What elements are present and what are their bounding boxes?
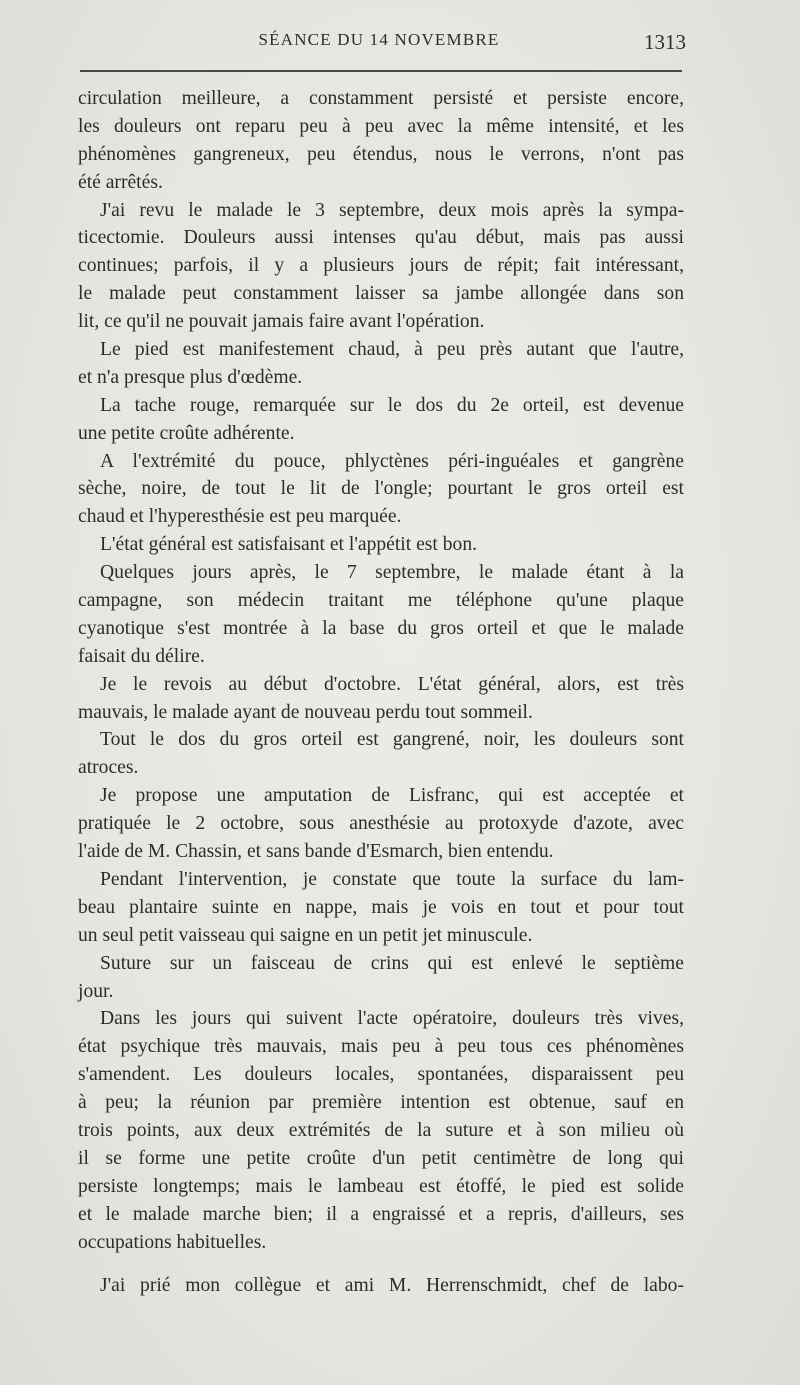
text-line: La tache rouge, remarquée sur le dos du 2e orteil, est devenue — [100, 394, 684, 416]
text-line: pratiquée le 2 octobre, sous anesthésie au protoxyde d'azote, avec — [78, 813, 684, 835]
text-line: J'ai prié mon collègue et ami M. Herrenschmidt, chef de labo- — [100, 1275, 684, 1297]
running-head: SÉANCE DU 14 NOVEMBRE — [258, 30, 500, 49]
text-line: phénomènes gangreneux, peu étendus, nous le verrons, n'ont pas — [78, 143, 684, 165]
text-line: A l'extrémité du pouce, phlyctènes péri-inguéales et gangrène — [100, 450, 684, 472]
text-line: Je propose une amputation de Lisfranc, qui est acceptée et — [100, 785, 684, 807]
header-rule — [80, 70, 682, 72]
text-line: état psychique très mauvais, mais peu à peu tous ces phénomènes — [78, 1036, 684, 1058]
text-line: Je le revois au début d'octobre. L'état général, alors, est très — [100, 673, 684, 695]
text-line: l'aide de M. Chassin, et sans bande d'Esmarch, bien entendu. — [78, 841, 554, 863]
text-line: Pendant l'intervention, je constate que toute la surface du lam- — [100, 868, 684, 890]
page-number: 1313 — [644, 30, 686, 54]
paragraph-gap — [78, 1256, 684, 1272]
text-line: et n'a presque plus d'œdème. — [78, 366, 303, 388]
text-line: Le pied est manifestement chaud, à peu près autant que l'autre, — [100, 339, 684, 361]
text-line: Suture sur un faisceau de crins qui est enlevé le septième — [100, 952, 684, 974]
text-line: atroces. — [78, 757, 139, 779]
text-line: Quelques jours après, le 7 septembre, le malade étant à la — [100, 562, 684, 584]
text-line: beau plantaire suinte en nappe, mais je vois en tout et pour tout — [78, 896, 684, 918]
text-line: jour. — [78, 980, 114, 1002]
text-line: campagne, son médecin traitant me téléphone qu'une plaque — [78, 590, 684, 612]
text-line: persiste longtemps; mais le lambeau est étoffé, le pied est solide — [78, 1175, 684, 1197]
text-line: circulation meilleure, a constamment persisté et persiste encore, — [78, 88, 684, 109]
text-line: s'amendent. Les douleurs locales, spontanées, disparaissent peu — [78, 1064, 684, 1086]
text-line: ticectomie. Douleurs aussi intenses qu'au début, mais pas aussi — [78, 227, 684, 249]
text-line: un seul petit vaisseau qui saigne en un petit jet minuscule. — [78, 924, 533, 946]
text-line: continues; parfois, il y a plusieurs jours de répit; fait intéressant, — [78, 255, 684, 277]
text-line: J'ai revu le malade le 3 septembre, deux mois après la sympa- — [100, 199, 684, 221]
text-line: chaud et l'hyperesthésie est peu marquée. — [78, 506, 402, 528]
text-line: Dans les jours qui suivent l'acte opératoire, douleurs très vives, — [100, 1008, 684, 1030]
page-header — [78, 30, 686, 60]
text-line: L'état général est satisfaisant et l'appétit est bon. — [100, 534, 478, 556]
text-line: sèche, noire, de tout le lit de l'ongle; pourtant le gros orteil est — [78, 478, 684, 500]
text-line: à peu; la réunion par première intention est obtenue, sauf en — [78, 1092, 684, 1114]
text-line: les douleurs ont reparu peu à peu avec la même intensité, et les — [78, 115, 684, 137]
text-line: trois points, aux deux extrémités de la suture et à son milieu où — [78, 1119, 684, 1141]
text-line: une petite croûte adhérente. — [78, 422, 295, 444]
text-line: le malade peut constamment laisser sa jambe allongée dans son — [78, 283, 684, 305]
text-line: et le malade marche bien; il a engraissé et a repris, d'ailleurs, ses — [78, 1203, 684, 1225]
text-line: cyanotique s'est montrée à la base du gros orteil et que le malade — [78, 617, 684, 639]
body-text — [78, 85, 684, 1300]
text-line: mauvais, le malade ayant de nouveau perdu tout sommeil. — [78, 701, 533, 723]
text-line: occupations habituelles. — [78, 1231, 267, 1253]
text-line: lit, ce qu'il ne pouvait jamais faire avant l'opération. — [78, 311, 485, 333]
text-line: été arrêtés. — [78, 171, 163, 193]
text-line: faisait du délire. — [78, 645, 205, 667]
text-line: Tout le dos du gros orteil est gangrené, noir, les douleurs sont — [100, 729, 684, 751]
text-line: il se forme une petite croûte d'un petit centimètre de long qui — [78, 1147, 684, 1169]
